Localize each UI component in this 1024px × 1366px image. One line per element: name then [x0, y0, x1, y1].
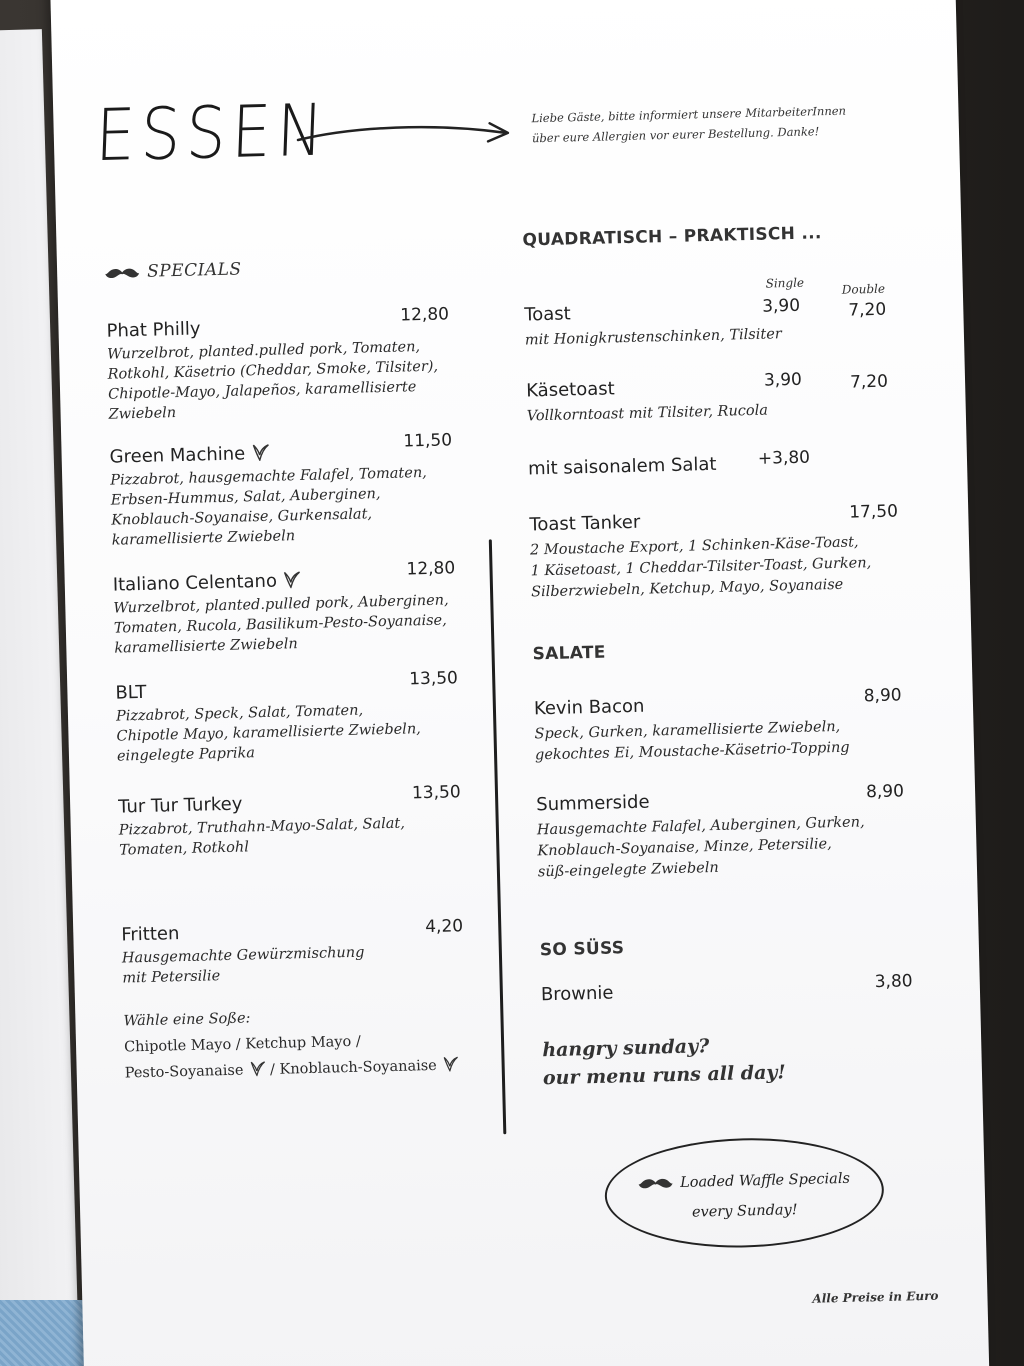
item-desc-tur-tur-turkey: [119, 811, 500, 860]
allergy-note-line: über eure Allergien vor eurer Bestellung. Danke!: [531, 124, 820, 146]
item-desc-toast-tanker: [530, 531, 931, 604]
item-desc-toast: mit Honigkrustenschinken, Tilsiter: [524, 326, 782, 349]
desc-line: mit Petersilie: [122, 968, 221, 987]
desc-line: Rotkohl, Käsetrio (Cheddar, Smoke, Tilsiter),: [107, 358, 439, 383]
desc-line: Chipotle-Mayo, Jalapeños, karamellisierte: [107, 379, 417, 403]
sauce-choice: [123, 999, 525, 1087]
col-double-label: Double: [841, 281, 886, 297]
desc-line: Chipotle Mayo, karamellisierte Zwiebeln,: [116, 721, 422, 745]
sauce-pesto: Pesto-Soyanaise: [124, 1062, 244, 1082]
specials-heading: [105, 259, 242, 282]
item-name-toast: Toast: [524, 303, 571, 326]
desc-line: gekochtes Ei, Moustache-Käsetrio-Topping: [534, 739, 850, 764]
waffle-line-1: Loaded Waffle Specials: [679, 1170, 851, 1191]
desc-line: Silberzwiebeln, Ketchup, Mayo, Soyanaise: [530, 576, 844, 601]
waffle-line-2: every Sunday!: [691, 1202, 798, 1221]
item-name-text: Italiano Celentano: [112, 570, 278, 596]
desc-line: Pizzabrot, Speck, Salat, Tomaten,: [115, 702, 364, 725]
item-name-fritten: Fritten: [121, 923, 180, 946]
item-name-blt: BLT: [115, 681, 147, 704]
item-price-phat-philly: 12,80: [400, 304, 450, 326]
desc-line: Zwiebeln: [108, 405, 177, 423]
desc-line: Knoblauch-Soyanaise, Minze, Petersilie,: [537, 836, 832, 860]
desc-line: Hausgemachte Falafel, Auberginen, Gurken,: [536, 814, 865, 839]
vegan-leaf-icon: [251, 443, 269, 461]
col-single-label: Single: [765, 275, 805, 291]
item-desc-summerside: [537, 811, 938, 884]
menu-page: [50, 0, 989, 1366]
desc-line: Erbsen-Hummus, Salat, Auberginen,: [110, 486, 381, 509]
item-price-kevin-bacon: 8,90: [863, 685, 902, 707]
hangry-line: hangry sunday?: [542, 1035, 710, 1062]
desc-line: Tomaten, Rotkohl: [119, 839, 250, 859]
vegan-leaf-icon: [283, 570, 301, 588]
price-footer: Alle Preise in Euro: [812, 1288, 939, 1306]
hangry-line: our menu runs all day!: [542, 1061, 787, 1090]
item-name-italiano-celentano: [113, 570, 302, 596]
item-desc-phat-philly: [107, 335, 489, 424]
desc-line: Pizzabrot, hausgemachte Falafel, Tomaten,: [110, 464, 427, 489]
item-name-kaesetoast: Käsetoast: [525, 378, 615, 402]
item-price-kaesetoast-single: 3,90: [763, 369, 803, 391]
page-heading: ESSEN: [94, 87, 331, 178]
item-name-toast-tanker: Toast Tanker: [529, 511, 641, 536]
item-desc-kevin-bacon: [534, 715, 935, 767]
mustache-icon: [105, 266, 139, 279]
item-name-green-machine: [109, 443, 269, 468]
mustache-icon: [638, 1177, 672, 1190]
item-name-summerside: Summerside: [536, 791, 650, 816]
item-price-fritten: 4,20: [425, 916, 464, 938]
desc-line: 1 Käsetoast, 1 Cheddar-Tilsiter-Toast, Gurken,: [530, 555, 872, 580]
item-name-phat-philly: Phat Philly: [106, 318, 201, 342]
item-price-toast-tanker: 17,50: [849, 501, 899, 523]
sauce-line: Chipotle Mayo / Ketchup Mayo /: [123, 1033, 361, 1056]
item-desc-green-machine: [110, 461, 492, 550]
desc-line: süß-eingelegte Zwiebeln: [537, 859, 719, 881]
salad-addon-price: +3,80: [757, 447, 811, 469]
item-desc-italiano-celentano: [113, 589, 504, 659]
item-name-kevin-bacon: Kevin Bacon: [533, 695, 645, 720]
desc-line: Speck, Gurken, karamellisierte Zwiebeln,: [534, 718, 841, 743]
desc-line: karamellisierte Zwiebeln: [111, 528, 296, 549]
salad-addon-label: mit saisonalem Salat: [527, 453, 717, 480]
item-price-green-machine: 11,50: [403, 430, 453, 452]
desc-line: eingelegte Paprika: [116, 745, 256, 765]
item-price-brownie: 3,80: [874, 971, 913, 993]
item-price-summerside: 8,90: [865, 781, 905, 803]
item-desc-fritten: [122, 939, 503, 988]
sauce-knoblauch: / Knoblauch-Soyanaise: [269, 1057, 437, 1078]
item-price-kaesetoast-double: 7,20: [849, 371, 889, 393]
item-name-text: Green Machine: [109, 443, 246, 468]
item-name-brownie: Brownie: [540, 982, 614, 1006]
sweet-heading: SO SÜSS: [539, 938, 625, 961]
item-price-italiano-celentano: 12,80: [406, 558, 456, 580]
waffle-text: [606, 1163, 882, 1230]
item-price-tur-tur-turkey: 13,50: [411, 782, 461, 804]
salate-heading: SALATE: [532, 642, 606, 665]
vegan-leaf-icon: [249, 1060, 265, 1076]
desc-line: 2 Moustache Export, 1 Schinken-Käse-Toast,: [529, 534, 859, 559]
item-desc-blt: [116, 697, 497, 766]
desc-line: Knoblauch-Soyanaise, Gurkensalat,: [111, 506, 373, 529]
item-name-tur-tur-turkey: Tur Tur Turkey: [117, 793, 243, 818]
specials-title: SPECIALS: [146, 259, 242, 282]
sauce-title: Wähle eine Soße:: [123, 1010, 251, 1030]
desc-line: Wurzelbrot, planted.pulled pork, Auberginen,: [113, 592, 449, 617]
item-desc-kaesetoast: Vollkorntoast mit Tilsiter, Rucola: [526, 402, 769, 425]
hangry-note: [542, 1030, 786, 1092]
waffle-specials-badge: [604, 1135, 886, 1251]
desc-line: Tomaten, Rucola, Basilikum-Pesto-Soyanaise,: [113, 612, 447, 637]
item-price-toast-double: 7,20: [848, 299, 887, 321]
arrow-icon: [293, 108, 524, 154]
desc-line: Pizzabrot, Truthahn-Mayo-Salat, Salat,: [118, 815, 406, 839]
allergy-note: [531, 101, 846, 149]
quadratisch-heading: QUADRATISCH – PRAKTISCH ...: [522, 223, 822, 251]
vegan-leaf-icon: [443, 1055, 459, 1071]
allergy-note-line: Liebe Gäste, bitte informiert unsere MitarbeiterInnen: [531, 103, 847, 126]
desc-line: Hausgemachte Gewürzmischung: [121, 944, 365, 967]
desc-line: karamellisierte Zwiebeln: [114, 636, 298, 657]
item-price-blt: 13,50: [408, 668, 459, 690]
item-price-toast-single: 3,90: [761, 295, 801, 317]
desc-line: Wurzelbrot, planted.pulled pork, Tomaten,: [106, 339, 421, 363]
